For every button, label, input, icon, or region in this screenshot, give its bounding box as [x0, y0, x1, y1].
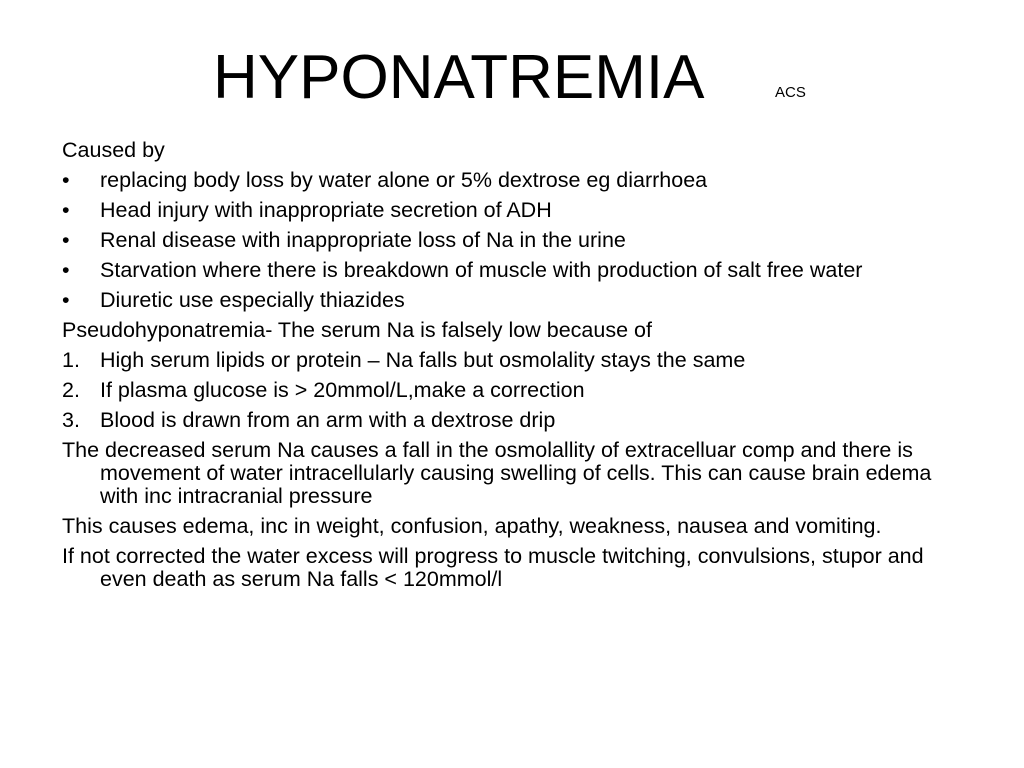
list-item: [62, 229, 972, 252]
bullet-marker: •: [62, 288, 70, 312]
numbered-item: [62, 409, 972, 432]
list-item-text: replacing body loss by water alone or 5% dextrose eg diarrhoea: [100, 168, 708, 192]
bullet-marker: •: [62, 258, 70, 282]
number-marker: 1.: [62, 348, 80, 372]
caused-by-heading: Caused by: [62, 138, 165, 162]
list-item: [62, 169, 972, 192]
number-marker: 3.: [62, 408, 80, 432]
slide-subtitle: ACS: [775, 84, 806, 101]
numbered-item-text: High serum lipids or protein – Na falls but osmolality stays the same: [100, 348, 746, 372]
numbered-item-text: Blood is drawn from an arm with a dextrose drip: [100, 408, 556, 432]
list-item: [62, 199, 972, 222]
numbered-item-text: If plasma glucose is > 20mmol/L,make a correction: [100, 378, 585, 402]
numbered-item: [62, 349, 972, 372]
list-item-text: Diuretic use especially thiazides: [100, 288, 405, 312]
causes-list: [62, 169, 972, 312]
slide-body: [62, 139, 972, 598]
bullet-marker: •: [62, 228, 70, 252]
paragraph-progression: If not corrected the water excess will progress to muscle twitching, convulsions, stupor and even death as serum Na falls < 120mmol/l: [62, 544, 924, 591]
list-item-text: Renal disease with inappropriate loss of Na in the urine: [100, 228, 626, 252]
number-marker: 2.: [62, 378, 80, 402]
list-item-text: Starvation where there is breakdown of muscle with production of salt free water: [100, 258, 863, 282]
title-row: [0, 40, 1024, 120]
list-item: [62, 289, 972, 312]
list-item-text: Head injury with inappropriate secretion of ADH: [100, 198, 552, 222]
pseudohyponatremia-list: [62, 349, 972, 432]
paragraph-symptoms: This causes edema, inc in weight, confusion, apathy, weakness, nausea and vomiting.: [62, 514, 882, 538]
slide-title: HYPONATREMIA: [213, 43, 705, 112]
pseudohyponatremia-heading: Pseudohyponatremia- The serum Na is falsely low because of: [62, 318, 652, 342]
list-item: [62, 259, 972, 282]
bullet-marker: •: [62, 168, 70, 192]
bullet-marker: •: [62, 198, 70, 222]
paragraph-cell-swelling: The decreased serum Na causes a fall in the osmolallity of extracelluar comp and there is movement of water intracellularly causing swelling of cells. This can cause brain edema with inc intracranial pressure: [62, 438, 932, 508]
numbered-item: [62, 379, 972, 402]
